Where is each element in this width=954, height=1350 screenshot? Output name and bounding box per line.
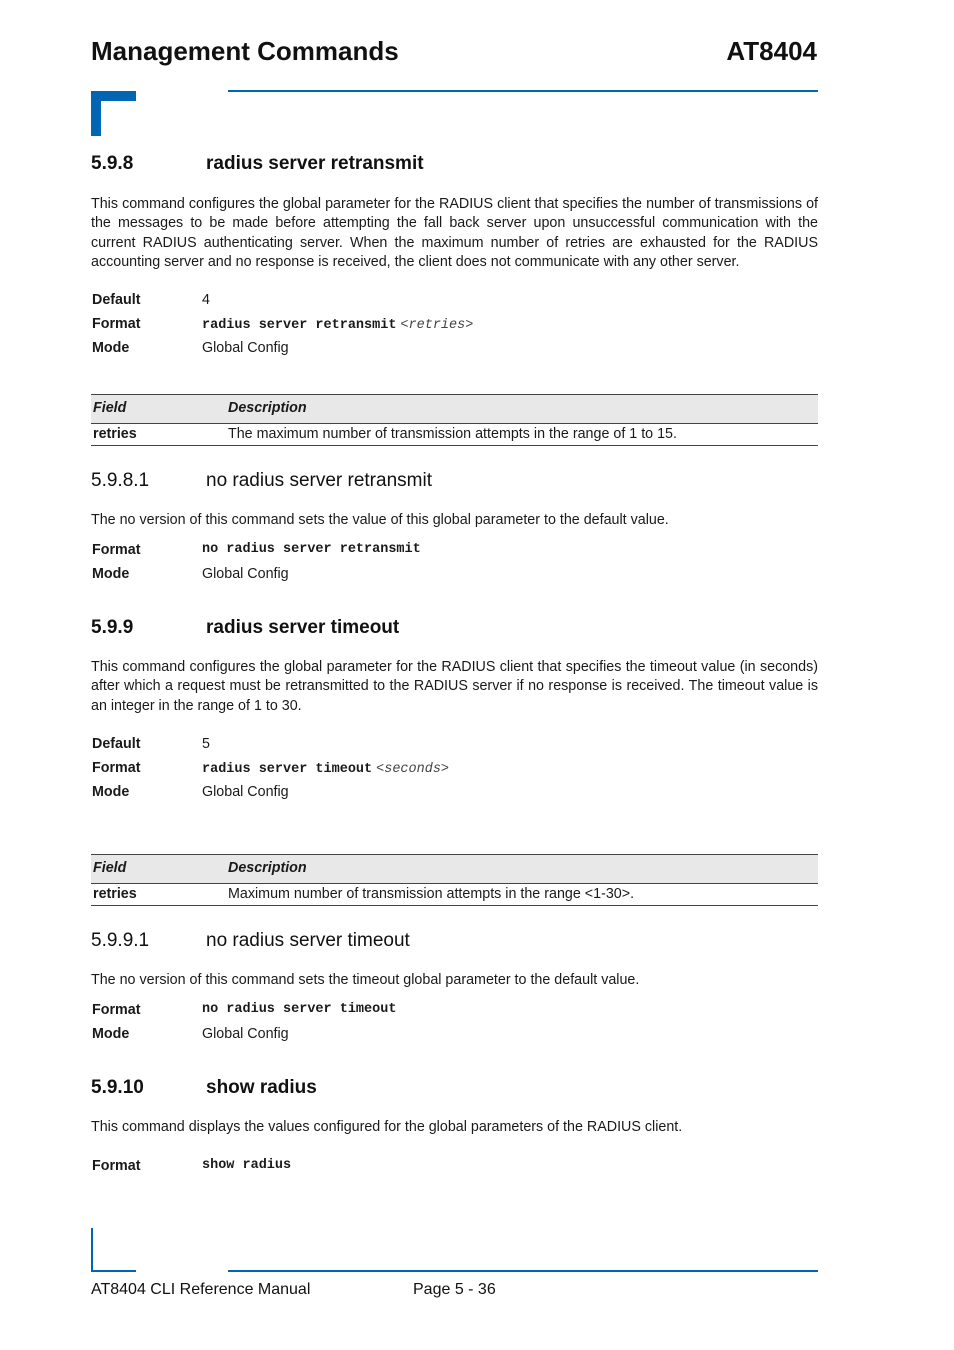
section-title: radius server timeout <box>206 617 400 638</box>
header-field: Field <box>93 400 127 416</box>
footer-rule <box>228 1270 818 1272</box>
default-row <box>91 292 818 316</box>
section-number: 5.9.10 <box>91 1077 144 1098</box>
cell-description: Maximum number of transmission attempts in the range <1-30>. <box>228 886 635 902</box>
mode-label: Mode <box>92 566 130 582</box>
section-heading-5-9-8-1 <box>91 470 432 492</box>
format-argument: <retries> <box>400 318 474 333</box>
cell-description: The maximum number of transmission attempts in the range of 1 to 15. <box>228 426 677 442</box>
format-label: Format <box>92 1158 141 1174</box>
footer-corner-vertical <box>91 1228 93 1272</box>
mode-row <box>91 1026 818 1050</box>
section-number: 5.9.9 <box>91 617 134 638</box>
table-header <box>91 394 818 424</box>
footer-manual-name: AT8404 CLI Reference Manual <box>91 1281 311 1298</box>
format-label: Format <box>92 760 141 776</box>
table-header <box>91 854 818 884</box>
format-value <box>202 316 473 333</box>
section-body: The no version of this command sets the timeout global parameter to the default value. <box>91 972 640 988</box>
default-value: 5 <box>202 736 210 752</box>
section-title: radius server retransmit <box>206 153 424 174</box>
header-rule <box>228 90 818 92</box>
section-body: The no version of this command sets the value of this global parameter to the default value. <box>91 512 669 528</box>
format-label: Format <box>92 542 141 558</box>
default-value: 4 <box>202 292 210 308</box>
mode-label: Mode <box>92 784 130 800</box>
mode-label: Mode <box>92 1026 130 1042</box>
table-row <box>91 424 818 446</box>
format-label: Format <box>92 1002 141 1018</box>
section-number: 5.9.8 <box>91 153 134 174</box>
section-body: This command configures the global parameter for the RADIUS client that specifies the timeout value (in seconds) after which a request must be retransmitted to the RADIUS server if no response is received. The timeout value is an integer in the range of 1 to 30. <box>91 659 818 714</box>
format-row <box>91 1158 818 1182</box>
field-table <box>91 394 818 446</box>
section-number: 5.9.9.1 <box>91 930 150 951</box>
mode-row <box>91 340 818 364</box>
format-command: radius server retransmit <box>202 318 397 333</box>
format-row <box>91 542 818 566</box>
mode-value: Global Config <box>202 784 289 800</box>
section-heading-5-9-10 <box>91 1077 317 1099</box>
page-header-product: AT8404 <box>726 36 817 66</box>
default-label: Default <box>92 736 141 752</box>
format-command: radius server timeout <box>202 762 373 777</box>
section-heading-5-9-9 <box>91 617 399 639</box>
format-command: no radius server retransmit <box>202 542 421 557</box>
mode-value: Global Config <box>202 340 289 356</box>
footer-corner-horizontal <box>91 1270 136 1272</box>
cell-field: retries <box>93 886 137 902</box>
mode-row <box>91 566 818 590</box>
format-row <box>91 1002 818 1026</box>
section-number: 5.9.8.1 <box>91 470 150 491</box>
section-title: show radius <box>206 1077 317 1098</box>
mode-value: Global Config <box>202 566 289 582</box>
format-command: show radius <box>202 1158 292 1173</box>
default-label: Default <box>92 292 141 308</box>
page-header-title: Management Commands <box>91 36 399 66</box>
section-title: no radius server timeout <box>206 930 410 951</box>
field-table <box>91 854 818 906</box>
section-heading-5-9-9-1 <box>91 930 410 952</box>
header-description: Description <box>228 860 307 876</box>
corner-mark-horizontal <box>91 91 136 101</box>
section-body: This command displays the values configured for the global parameters of the RADIUS client. <box>91 1119 683 1135</box>
section-body: This command configures the global parameter for the RADIUS client that specifies the number of transmissions of the messages to be made before attempting the fall back server upon unsuccessful communication with the current RADIUS authenticating server. When the maximum number of retries are exhausted for the RADIUS accounting server and no response is received, the client does not communicate with any other server. <box>91 196 818 270</box>
cell-field: retries <box>93 426 137 442</box>
section-title: no radius server retransmit <box>206 470 432 491</box>
mode-value: Global Config <box>202 1026 289 1042</box>
mode-row <box>91 784 818 808</box>
default-row <box>91 736 818 760</box>
format-value <box>202 760 449 777</box>
format-command: no radius server timeout <box>202 1002 397 1017</box>
format-argument: <seconds> <box>376 762 450 777</box>
format-row <box>91 760 818 784</box>
footer-page-number: Page 5 - 36 <box>413 1281 496 1298</box>
mode-label: Mode <box>92 340 130 356</box>
format-row <box>91 316 818 340</box>
section-heading-5-9-8 <box>91 153 424 175</box>
table-row <box>91 884 818 906</box>
header-field: Field <box>93 860 127 876</box>
header-description: Description <box>228 400 307 416</box>
format-label: Format <box>92 316 141 332</box>
